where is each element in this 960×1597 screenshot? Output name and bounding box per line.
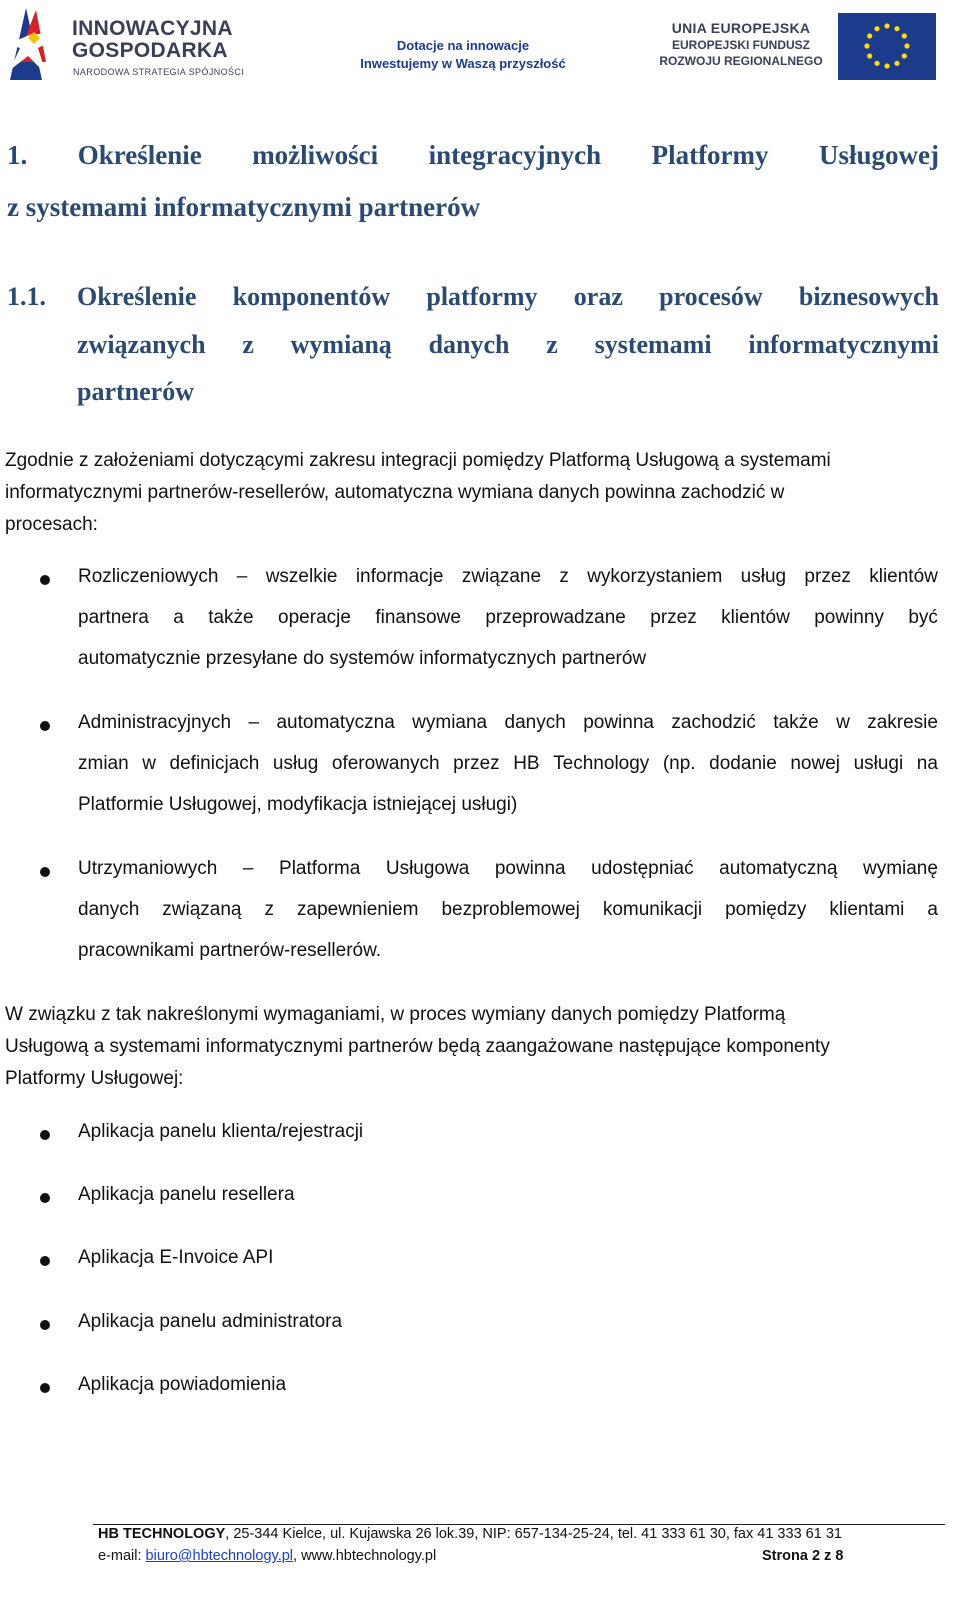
page-header [0, 0, 960, 100]
component-item: Aplikacja powiadomienia [78, 1374, 287, 1395]
bullet-icon [40, 1256, 50, 1266]
eu-fund-text: UNIA EUROPEJSKA EUROPEJSKI FUNDUSZ ROZWOJU REGIONALNEGO [659, 20, 823, 68]
footer-divider [93, 1524, 945, 1525]
heading1-line1: 1. Określenie możliwości integracyjnych Platformy Usługowej [7, 140, 939, 170]
heading2-line1: Określenie komponentów platformy oraz procesów biznesowych [77, 282, 939, 311]
process-item-2-line1: Administracyjnych – automatyczna wymiana danych powinna zachodzić także w zakresie [78, 712, 938, 733]
component-item: Aplikacja panelu klienta/rejestracji [78, 1121, 364, 1142]
slogan-line1: Dotacje na innowacje [396, 38, 530, 53]
slogan-line2: Inwestujemy w Waszą przyszłość [360, 56, 566, 71]
heading2-line2: związanych z wymianą danych z systemami informatycznymi [77, 330, 939, 359]
eu-flag-icon [838, 13, 936, 80]
ig-subtitle: NARODOWA STRATEGIA SPÓJNOŚCI [73, 67, 245, 77]
process-item-2-line3: Platformie Usługowej, modyfikacja istniejącej usługi) [78, 794, 518, 815]
bullet-icon [40, 867, 50, 877]
bullet-icon [40, 1383, 50, 1393]
bullet-icon [40, 1130, 50, 1140]
component-item: Aplikacja panelu administratora [78, 1311, 343, 1332]
process-item-1-line1: Rozliczeniowych – wszelkie informacje związane z wykorzystaniem usług przez klientów [78, 566, 938, 587]
slogan [343, 37, 583, 73]
bullet-icon [40, 1193, 50, 1203]
footer-address [98, 1526, 846, 1542]
process-item-3-line3: pracownikami partnerów-resellerów. [78, 940, 382, 961]
process-item-3-line2: danych związaną z zapewnieniem bezproblemowej komunikacji pomiędzy klientami a [78, 899, 938, 920]
component-item: Aplikacja E-Invoice API [78, 1247, 274, 1268]
heading1-line2: z systemami informatycznymi partnerów [7, 192, 481, 222]
heading2-line3: partnerów [77, 377, 194, 406]
footer-email-link[interactable]: biuro@hbtechnology.pl [145, 1548, 294, 1564]
innowacyjna-gospodarka-logo [6, 4, 246, 84]
process-item-1-line2: partnera a także operacje finansowe przeprowadzane przez klientów powinny być [78, 607, 938, 628]
footer-company: HB TECHNOLOGY [98, 1526, 226, 1542]
footer-website: www.hbtechnology.pl [301, 1548, 437, 1564]
ig-title: INNOWACYJNA GOSPODARKA [72, 17, 233, 62]
process-item-1-line3: automatycznie przesyłane do systemów informatycznych partnerów [78, 648, 647, 669]
bullet-icon [40, 1320, 50, 1330]
ig-emblem-icon [6, 4, 70, 84]
bullet-icon [40, 575, 50, 585]
subsection-number: 1.1. [7, 282, 46, 311]
process-item-3-line1: Utrzymaniowych – Platforma Usługowa powinna udostępniać automatyczną wymianę [78, 858, 938, 879]
footer-address-text: , 25-344 Kielce, ul. Kujawska 26 lok.39, NIP: 657-134-25-24, tel. 41 333 61 30, fax 41 333 61 31 [225, 1526, 842, 1542]
process-item-2-line2: zmian w definicjach usług oferowanych przez HB Technology (np. dodanie nowej usługi na [78, 753, 938, 774]
footer-contact: e-mail: biuro@hbtechnology.pl, www.hbtechnology.pl Strona 2 z 8 [98, 1548, 844, 1564]
bullet-icon [40, 721, 50, 731]
component-item: Aplikacja panelu resellera [78, 1184, 295, 1205]
page-number: Strona 2 z 8 [762, 1548, 844, 1564]
